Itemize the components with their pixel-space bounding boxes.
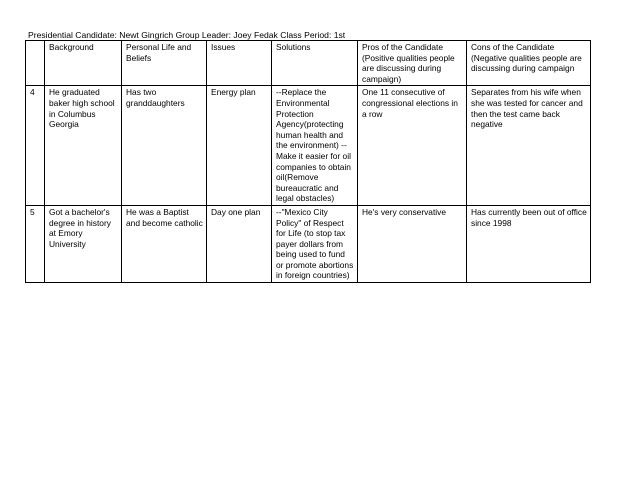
column-header-number — [26, 41, 45, 86]
cons-cell: Has currently been out of office since 1998 — [467, 205, 591, 282]
row-number: 5 — [26, 205, 45, 282]
column-header-solutions: Solutions — [272, 41, 358, 86]
issues-cell: Energy plan — [207, 86, 272, 206]
row-number: 4 — [26, 86, 45, 206]
pros-cell: He's very conservative — [358, 205, 467, 282]
personal-life-cell: He was a Baptist and become catholic — [122, 205, 207, 282]
column-header-pros: Pros of the Candidate (Positive qualities people are discussing during campaign) — [358, 41, 467, 86]
table-row — [26, 86, 591, 206]
personal-life-cell: Has two granddaughters — [122, 86, 207, 206]
group-leader-label: Group Leader: Joey Fedak — [175, 30, 278, 40]
pros-cell: One 11 consecutive of congressional elections in a row — [358, 86, 467, 206]
background-cell: Got a bachelor's degree in history at Emory University — [45, 205, 122, 282]
class-period-label: Class Period: 1st — [280, 30, 346, 40]
column-header-personal-life: Personal Life and Beliefs — [122, 41, 207, 86]
candidate-label: Presidential Candidate: Newt Gingrich — [28, 30, 174, 40]
page-title — [28, 30, 345, 40]
table-row — [26, 205, 591, 282]
column-header-background: Background — [45, 41, 122, 86]
table-header-row — [26, 41, 591, 86]
column-header-cons: Cons of the Candidate (Negative qualities people are discussing during campaign — [467, 41, 591, 86]
column-header-issues: Issues — [207, 41, 272, 86]
solutions-cell: --"Mexico City Policy" of Respect for Life (to stop tax payer dollars from being used to fund or promote abortions in foreign countries) — [272, 205, 358, 282]
background-cell: He graduated baker high school in Columbus Georgia — [45, 86, 122, 206]
issues-cell: Day one plan — [207, 205, 272, 282]
candidate-table — [25, 40, 591, 283]
solutions-cell: --Replace the Environmental Protection Agency(protecting human health and the environment) --Make it easier for oil companies to obtain oil(Remove bureaucratic and legal obstacles) — [272, 86, 358, 206]
cons-cell: Separates from his wife when she was tested for cancer and then the test came back negative — [467, 86, 591, 206]
